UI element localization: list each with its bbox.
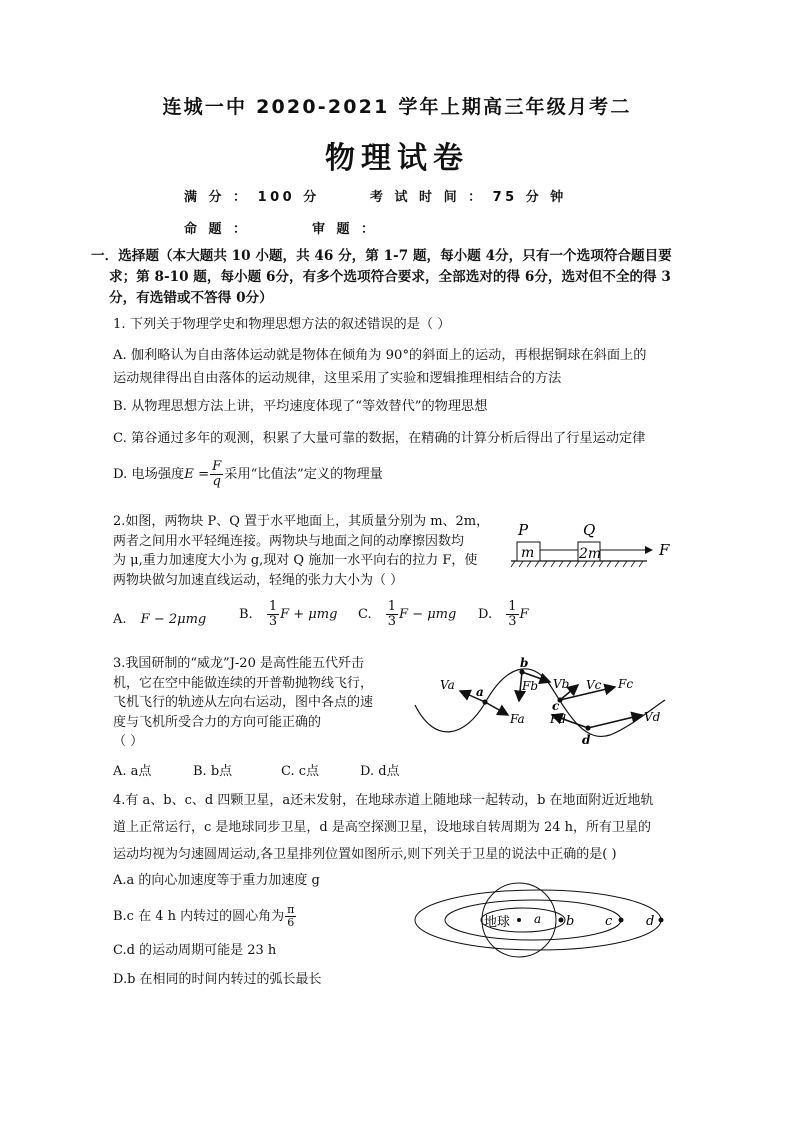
- q2-option-d-rest: F: [519, 607, 529, 622]
- score-label: 满 分 ： 100 分: [184, 190, 320, 205]
- q1-option-a: [113, 345, 646, 390]
- q3-stem: [113, 654, 373, 752]
- q4-orbit-figure: [402, 880, 664, 965]
- q3-label-fc: Fc: [618, 677, 634, 691]
- q2-stem-line: 为 μ,重力加速度大小为 g,现对 Q 施加一水平向右的拉力 F，使: [113, 553, 478, 568]
- q2-label-f: F: [659, 541, 670, 559]
- q1-option-d-suffix: 采用“比值法”定义的物理量: [224, 467, 383, 482]
- q4-option-a: A.a 的向心加速度等于重力加速度 g: [113, 873, 320, 888]
- q1-formula-lhs: E =: [184, 467, 210, 482]
- q3-label-vb: Vb: [553, 677, 570, 691]
- fraction-numerator: 1: [508, 599, 517, 614]
- school-line: 连城一中 2020-2021 学年上期高三年级月考二: [162, 96, 632, 118]
- q2-option-d: [478, 600, 529, 629]
- q1-option-b: B. 从物理思想方法上讲，平均速度体现了“等效替代”的物理思想: [113, 399, 488, 414]
- q1-fraction-denominator: q: [212, 474, 221, 489]
- q1-fraction: [210, 460, 223, 489]
- q2-option-c-fraction: [386, 600, 398, 629]
- q2-option-b-fraction: [267, 600, 279, 629]
- q2-option-c-rest: F − μmg: [399, 607, 457, 622]
- q3-label-c: c: [552, 699, 560, 713]
- q3-stem-line: （ ）: [113, 734, 144, 749]
- q2-label-2m: 2m: [579, 546, 602, 562]
- q1-option-a-line: A. 伽利略认为自由落体运动就是物体在倾角为 90°的斜面上的运动，再根据铜球在斜面上的: [113, 348, 647, 363]
- q3-stem-line: 3.我国研制的“威龙”J-20 是高性能五代歼击: [113, 656, 364, 671]
- fraction-numerator: 1: [387, 599, 397, 614]
- q3-label-vc: Vc: [586, 678, 602, 692]
- q3-label-fa: Fa: [510, 712, 525, 726]
- section-1-line: 求；第 8-10 题，每小题 6分，有多个选项符合要求，全部选对的得 6分，选对但不全的得 3: [109, 269, 671, 285]
- q2-stem-line: 两者之间用水平轻绳连接。两物块与地面之间的动摩擦因数均: [113, 533, 465, 549]
- fraction-denominator: 3: [387, 614, 397, 629]
- q4-label-a: a: [534, 912, 542, 926]
- q2-option-c-label: C.: [358, 607, 372, 622]
- q2-option-d-fraction: [506, 600, 518, 629]
- q4-option-b: [113, 904, 297, 929]
- page-title: 物理试卷: [325, 141, 469, 176]
- q1-option-d-prefix: D. 电场强度: [113, 467, 185, 482]
- q3-stem-line: 机，它在空中能做连续的开普勒抛物线飞行，: [113, 675, 374, 691]
- q2-option-b: [239, 600, 337, 629]
- q1-option-c: C. 第谷通过多年的观测，积累了大量可靠的数据，在精确的计算分析后得出了行星运动定律: [113, 431, 646, 446]
- q2-stem-line: 两物块做匀加速直线运动，轻绳的张力大小为（ ）: [113, 572, 404, 588]
- q3-flight-path-figure: [410, 655, 670, 750]
- q2-stem: [113, 512, 489, 590]
- q2-option-c: [358, 600, 456, 629]
- q3-option-a: A. a点: [113, 764, 152, 779]
- fraction-numerator: 1: [268, 599, 278, 614]
- q2-option-b-rest: F + μmg: [280, 607, 338, 622]
- q1-fraction-numerator: F: [212, 459, 222, 474]
- q4-label-d: d: [646, 914, 655, 929]
- q2-blocks-figure: [505, 520, 685, 570]
- reviewer-label: 审 题 ：: [312, 222, 378, 237]
- q4-stem: [113, 787, 654, 868]
- q2-options: [113, 605, 206, 635]
- q4-option-b-prefix: B.c 在 4 h 内转过的圆心角为: [113, 909, 285, 924]
- q2-option-d-label: D.: [478, 607, 493, 622]
- time-label: 考 试 时 间 ： 75 分 钟: [370, 190, 567, 205]
- q4-stem-line: 4.有 a、b、c、d 四颗卫星，a还未发射，在地球赤道上随地球一起转动，b 在地面附近近地轨: [113, 793, 654, 808]
- q2-option-a-label: A.: [113, 612, 127, 627]
- q4-label-b: b: [566, 914, 575, 929]
- q2-label-p: P: [518, 521, 529, 539]
- author-label: 命 题 ：: [184, 222, 250, 237]
- q4-label-c: c: [605, 914, 613, 929]
- q3-label-vd: Vd: [644, 710, 661, 724]
- q2-option-b-label: B.: [239, 607, 253, 622]
- q2-label-m: m: [521, 545, 535, 561]
- q2-stem-line: 2.如图，两物块 P、Q 置于水平地面上，其质量分别为 m、2m，: [113, 514, 490, 529]
- q4-stem-line: 道上正常运行，c 是地球同步卫星，d 是高空探测卫星，设地球自转周期为 24 h，所有卫星的: [113, 820, 652, 835]
- q3-label-a: a: [476, 685, 484, 699]
- q1-option-a-line: 运动规律得出自由落体的运动规律，这里采用了实验和逻辑推理相结合的方法: [113, 370, 562, 386]
- q2-label-q: Q: [583, 521, 596, 539]
- fraction-denominator: 3: [268, 614, 278, 629]
- q4-option-b-fraction: [285, 904, 296, 929]
- section-1-heading: [91, 246, 691, 309]
- q3-label-fb: Fb: [522, 679, 539, 693]
- q3-label-d: d: [582, 733, 591, 747]
- q3-option-c: C. c点: [281, 764, 320, 779]
- q4-label-earth: 地球: [484, 915, 511, 930]
- q1-option-d: [113, 460, 383, 489]
- q3-stem-line: 度与飞机所受合力的方向可能正确的: [113, 714, 322, 730]
- section-1-line: 分，有选错或不答得 0分）: [109, 290, 273, 306]
- q4-option-d: D.b 在相同的时间内转过的弧长最长: [113, 972, 322, 987]
- q4-option-c: C.d 的运动周期可能是 23 h: [113, 943, 277, 958]
- fraction-denominator: 6: [287, 916, 295, 929]
- q3-option-b: B. b点: [193, 764, 233, 779]
- fraction-denominator: 3: [508, 614, 517, 629]
- q3-option-d: D. d点: [360, 764, 400, 779]
- q3-label-b: b: [520, 656, 529, 670]
- q1-stem: 1. 下列关于物理学史和物理思想方法的叙述错误的是（ ）: [113, 317, 451, 332]
- q3-label-fd: Fd: [550, 712, 567, 726]
- q3-stem-line: 飞机飞行的轨迹从左向右运动，图中各点的速: [113, 695, 374, 710]
- q4-stem-line: 运动均视为匀速圆周运动,各卫星排列位置如图所示,则下列关于卫星的说法中正确的是( ): [113, 847, 617, 862]
- q3-label-va: Va: [440, 678, 455, 692]
- fraction-numerator: π: [287, 903, 295, 916]
- section-1-line: 一．选择题（本大题共 10 小题，共 46 分，第 1-7 题，每小题 4分，只有一个选项符合题目要: [91, 248, 672, 264]
- q2-option-a: F − 2μmg: [140, 612, 207, 627]
